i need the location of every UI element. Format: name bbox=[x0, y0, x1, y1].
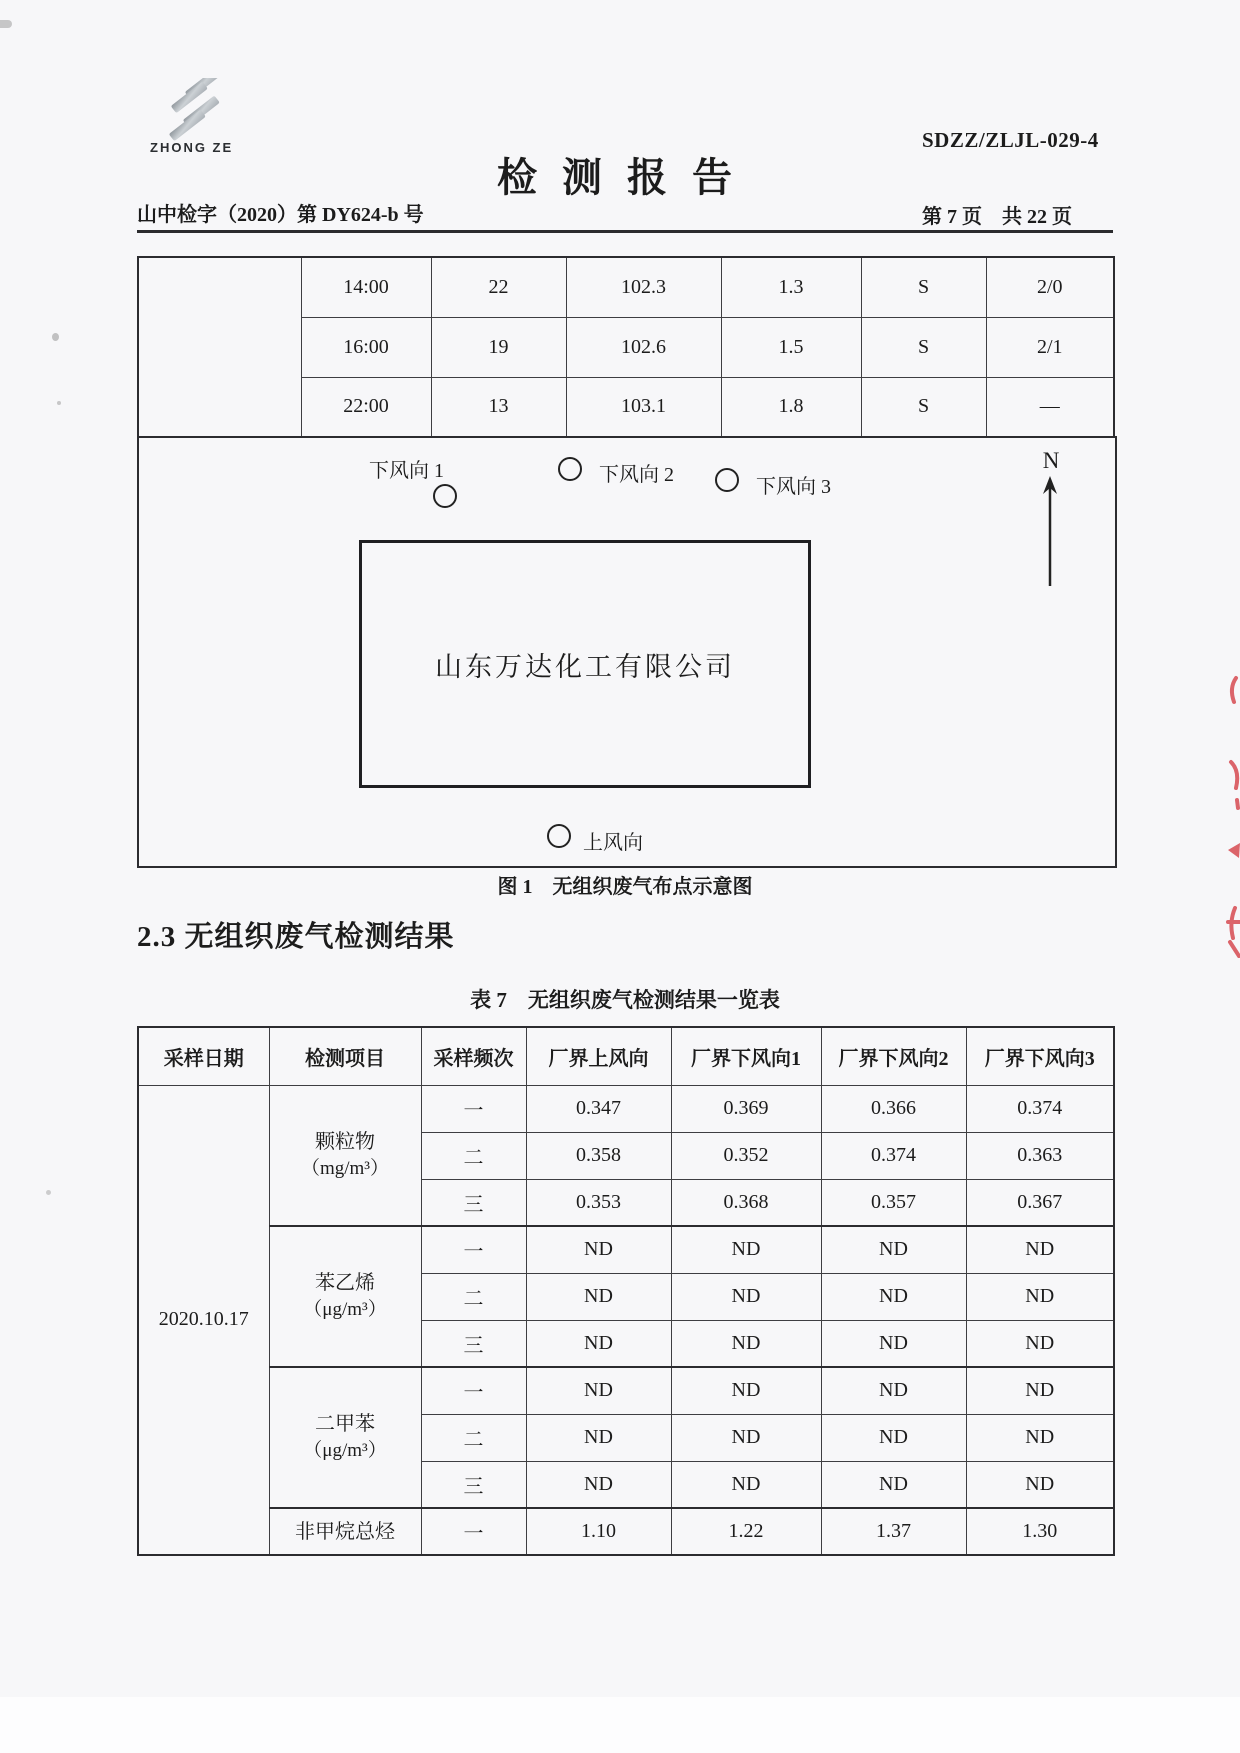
table-cell: ND bbox=[821, 1226, 966, 1273]
company-boundary-box bbox=[359, 540, 811, 788]
table-cell: ND bbox=[671, 1414, 821, 1461]
table-header-row bbox=[138, 1027, 1114, 1085]
downwind3-label: 下风向 3 bbox=[756, 476, 831, 498]
north-arrow-icon bbox=[1037, 474, 1063, 590]
table-row bbox=[138, 1508, 1114, 1555]
table-cell: 0.347 bbox=[526, 1085, 671, 1132]
downwind2-label: 下风向 2 bbox=[599, 464, 674, 486]
table-cell: 102.3 bbox=[566, 257, 721, 317]
table-cell: 三 bbox=[421, 1320, 526, 1367]
table-row bbox=[138, 1085, 1114, 1132]
table-cell: 2/1 bbox=[986, 317, 1114, 377]
table-cell: 一 bbox=[421, 1226, 526, 1273]
upwind-label: 上风向 bbox=[583, 832, 643, 854]
table-cell: 2/0 bbox=[986, 257, 1114, 317]
scan-corner-mark bbox=[0, 20, 12, 28]
north-indicator bbox=[1037, 448, 1063, 595]
table-cell: 1.22 bbox=[671, 1508, 821, 1555]
table-cell: ND bbox=[526, 1273, 671, 1320]
table-cell: ND bbox=[671, 1226, 821, 1273]
table-cell: ND bbox=[966, 1320, 1114, 1367]
table-cell: 103.1 bbox=[566, 377, 721, 437]
table-cell: S bbox=[861, 257, 986, 317]
header-divider bbox=[137, 230, 1113, 233]
table-cell: 三 bbox=[421, 1461, 526, 1508]
table-cell: ND bbox=[821, 1320, 966, 1367]
table-cell: ND bbox=[671, 1461, 821, 1508]
table-cell: 二 bbox=[421, 1132, 526, 1179]
table-cell: 1.30 bbox=[966, 1508, 1114, 1555]
table-cell: ND bbox=[671, 1367, 821, 1414]
table-cell: ND bbox=[671, 1273, 821, 1320]
table-cell: S bbox=[861, 377, 986, 437]
table-cell: 102.6 bbox=[566, 317, 721, 377]
table7 bbox=[137, 1026, 1115, 1556]
report-number: 山中检字（2020）第 DY624-b 号 bbox=[137, 204, 424, 226]
table-cell: 13 bbox=[431, 377, 566, 437]
table-cell: 22:00 bbox=[301, 377, 431, 437]
scan-speck bbox=[46, 1190, 51, 1195]
table-cell: 22 bbox=[431, 257, 566, 317]
table-cell: ND bbox=[821, 1461, 966, 1508]
downwind2-point bbox=[558, 457, 582, 481]
table-cell: 一 bbox=[421, 1367, 526, 1414]
table-cell: 0.366 bbox=[821, 1085, 966, 1132]
table-cell: 19 bbox=[431, 317, 566, 377]
item-name: 苯乙烯 bbox=[315, 1272, 375, 1295]
table-row bbox=[138, 1367, 1114, 1414]
page-title: 检测报告 bbox=[497, 155, 757, 200]
item-unit: （μg/m³） bbox=[303, 1440, 387, 1462]
table-cell: ND bbox=[526, 1367, 671, 1414]
table-cell: 16:00 bbox=[301, 317, 431, 377]
table-cell: ND bbox=[526, 1320, 671, 1367]
header-cell: 采样频次 bbox=[421, 1027, 526, 1085]
table-cell: ND bbox=[821, 1414, 966, 1461]
table-cell: 1.3 bbox=[721, 257, 861, 317]
table-cell: 0.369 bbox=[671, 1085, 821, 1132]
header-cell: 采样日期 bbox=[138, 1027, 269, 1085]
upwind-point bbox=[547, 824, 571, 848]
table-cell: ND bbox=[526, 1226, 671, 1273]
table-row bbox=[138, 257, 1114, 317]
item-name: 非甲烷总烃 bbox=[295, 1520, 395, 1543]
table-cell: ND bbox=[821, 1273, 966, 1320]
table-cell: 0.363 bbox=[966, 1132, 1114, 1179]
table-cell: 14:00 bbox=[301, 257, 431, 317]
table-cell: 0.353 bbox=[526, 1179, 671, 1226]
table-row bbox=[138, 1226, 1114, 1273]
north-label: N bbox=[1042, 448, 1060, 473]
header-cell: 厂界下风向3 bbox=[966, 1027, 1114, 1085]
header-cell: 厂界下风向2 bbox=[821, 1027, 966, 1085]
table-cell: 0.357 bbox=[821, 1179, 966, 1226]
table-cell: 0.352 bbox=[671, 1132, 821, 1179]
table-cell: ND bbox=[821, 1367, 966, 1414]
table-cell: 1.10 bbox=[526, 1508, 671, 1555]
sampling-points-diagram bbox=[137, 436, 1117, 868]
table-cell: ND bbox=[966, 1367, 1114, 1414]
table-cell: 1.37 bbox=[821, 1508, 966, 1555]
table-cell: 0.358 bbox=[526, 1132, 671, 1179]
logo-text: ZHONG ZE bbox=[150, 140, 234, 155]
table-cell: ND bbox=[966, 1461, 1114, 1508]
item-name: 二甲苯 bbox=[315, 1413, 375, 1436]
item-name: 颗粒物 bbox=[315, 1130, 375, 1153]
empty-merged-cell bbox=[138, 257, 301, 437]
table-cell: ND bbox=[966, 1414, 1114, 1461]
table-cell: 1.5 bbox=[721, 317, 861, 377]
table-cell: 二 bbox=[421, 1414, 526, 1461]
company-name: 山东万达化工有限公司 bbox=[435, 651, 735, 682]
item-unit: （mg/m³） bbox=[300, 1157, 390, 1179]
table-cell: ND bbox=[671, 1320, 821, 1367]
header-cell: 检测项目 bbox=[269, 1027, 421, 1085]
header-cell: 厂界上风向 bbox=[526, 1027, 671, 1085]
red-pen-marks bbox=[1206, 668, 1240, 968]
table-cell: 一 bbox=[421, 1085, 526, 1132]
downwind3-point bbox=[715, 468, 739, 492]
scan-speck bbox=[52, 333, 59, 341]
table-cell: ND bbox=[966, 1226, 1114, 1273]
item-nmhc bbox=[269, 1508, 421, 1555]
table-cell: ND bbox=[526, 1461, 671, 1508]
table-cell: 二 bbox=[421, 1273, 526, 1320]
scan-speck bbox=[57, 401, 61, 405]
table-cell: 1.8 bbox=[721, 377, 861, 437]
section-heading: 2.3 无组织废气检测结果 bbox=[137, 921, 455, 953]
table-cell: 一 bbox=[421, 1508, 526, 1555]
item-particulate bbox=[269, 1085, 421, 1226]
item-xylene bbox=[269, 1367, 421, 1508]
meteorology-table bbox=[137, 256, 1115, 438]
table-cell: — bbox=[986, 377, 1114, 437]
table7-title: 表 7 无组织废气检测结果一览表 bbox=[470, 988, 780, 1012]
header-cell: 厂界下风向1 bbox=[671, 1027, 821, 1085]
table-cell: 0.367 bbox=[966, 1179, 1114, 1226]
table-cell: 0.374 bbox=[966, 1085, 1114, 1132]
table-cell: S bbox=[861, 317, 986, 377]
downwind1-label: 下风向 1 bbox=[369, 460, 444, 482]
table-cell: 三 bbox=[421, 1179, 526, 1226]
zhongze-logo bbox=[155, 78, 237, 142]
page-number: 第 7 页 共 22 页 bbox=[922, 206, 1072, 228]
item-styrene bbox=[269, 1226, 421, 1367]
table-cell: ND bbox=[526, 1414, 671, 1461]
doc-code: SDZZ/ZLJL-029-4 bbox=[922, 128, 1099, 152]
scan-page-edge bbox=[0, 1697, 1240, 1753]
sample-date-cell: 2020.10.17 bbox=[138, 1085, 269, 1555]
table-cell: 0.368 bbox=[671, 1179, 821, 1226]
figure1-caption: 图 1 无组织废气布点示意图 bbox=[497, 876, 753, 898]
table-cell: ND bbox=[966, 1273, 1114, 1320]
item-unit: （μg/m³） bbox=[303, 1299, 387, 1321]
table-cell: 0.374 bbox=[821, 1132, 966, 1179]
downwind1-point bbox=[433, 484, 457, 508]
